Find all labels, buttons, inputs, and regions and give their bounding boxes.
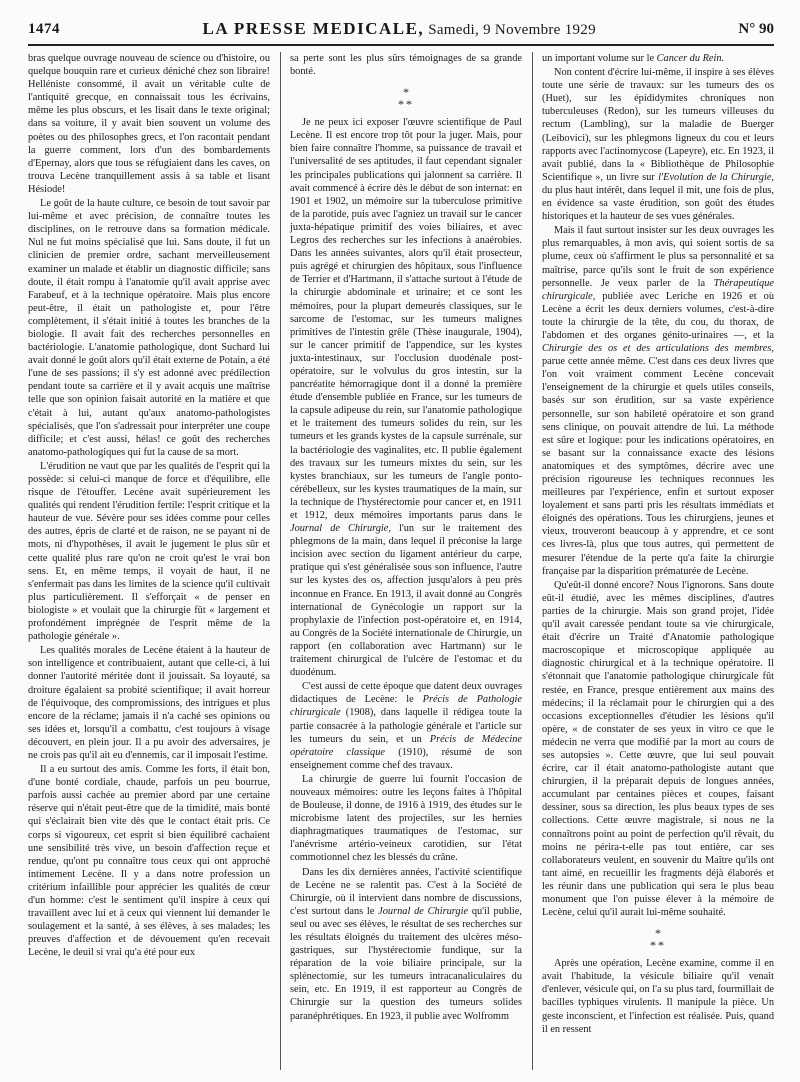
paragraph: Il a eu surtout des amis. Comme les forts, il était bon, d'une bonté cordiale, chaude, parfois un peu bourrue, parfois aussi cachée au premier abord par une certaine réserve qui n'était peut-être que de la timidité, mais bonté qui s'éclairait bien vite dès que le contact était pris. Ce corps si vigoureux, cet esprit si bien équilibré cachaient une sensibilité très vive, un besoin d'affection reçue et rendue, qu'ont pu connaître tous ceux qui ont approché intimement Lecène. Il y a dans notre profession un critérium infaillible pour apprécier les qualités de cœur d'un homme: c'est le sentiment qu'il inspire à ceux qui travaillent avec lui et à ceux qui viennent lui demander le soulagement et la santé, à ses élèves, à ses malades; les preuves d'affection et de dévouement qu'en recevait Lecène, le deuil si vrai qu'a été pour eux — [28, 764, 270, 959]
paragraph: Qu'eût-il donné encore? Nous l'ignorons. Sans doute eût-il étudié, avec les mêmes disciplines, d'autres parties de la chirurgie. Mais son grand projet, l'idée qu'il avait caressée pendant toute sa vie chirurgicale, était d'écrire un Traité d'Anatomie pathologique macroscopique et microscopique appliquée au diagnostic chirurgical et à la technique opératoire. Il s'étonnait que l'anatomie pathologique chirurgicale fût restée, en France, presque entièrement aux mains des médecins; il la réclamait pour le chirurgien qui a des occasions exceptionnelles d'étudier les lésions qu'il opère, « de constater de ses yeux in vitro ce que le médecin ne verra que modifié par la mort au cours de ses autopsies ». Cette œuvre, que lui seul pouvait écrire, car il était anatomo-pathologiste autant que chirurgien, il la préparait depuis de longues années, accumulant par centaines pièces et coupes, faisant dessiner, sous sa direction, les plus beaux types de ses collections. Cette œuvre magistrale, si nous ne la connaîtrons point au point de perfection qu'il rêvait, du moins ne périra-t-elle pas tout entière, car ses collaborateurs veulent, en souvenir du Maître qu'ils ont tant aimé, en recueillir les fragments déjà élaborés et les réunir dans une publication qui sera le plus beau monument que l'on puisse élever à la mémoire de Lecène, celui qu'il aurait lui-même souhaité. — [542, 579, 774, 919]
masthead — [203, 19, 596, 39]
journal-title: LA PRESSE MEDICALE, — [202, 19, 425, 38]
paragraph: Je ne peux ici exposer l'œuvre scientifique de Paul Lecène. Il est encore trop tôt pour la juger. Mais, pour bien faire connaître l'homme, sa puissance de travail et l'universalité de ses aptitudes, il faut cependant signaler les principales publications qui jalonnent sa carrière. Il avait commencé à écrire dès le début de son internat: en 1901 et 1902, un mémoire sur la tuberculose primitive de la parotide, puis avec l'agniez un travail sur le cancer juxta-hépatique primitif des voies biliaires, et avec Legros des recherches sur les infections à anaérobies. Dans les années suivantes, alors qu'il était prosecteur, puis agrégé et chirurgien des hôpitaux, sous l'influence de Terrier et d'Hartmann, il s'attache surtout à l'étude de la chirurgie abdominale et urinaire; et ce sont les mémoires, pour la plupart demeurés classiques, sur le sarcome de l'estomac, sur les tumeurs malignes primitives de l'intestin grêle (Thèse inaugurale, 1904), sur le cancer primitif de l'appendice, sur les kystes juxta-intestinaux, sur l'occlusion duodénale post-opératoire, sur le volvulus du gros intestin, sur la pancréatite hémorragique dont il a donné la première étude d'ensemble publiée en France, sur les tumeurs de la capsule adipeuse du rein, sur l'anatomie pathologique et le traitement des tumeurs solides du rein, sur les tumeurs et les grands kystes de la capsule surrénale, sur la bactériologie des vaginalites, etc. Il publie également des travaux sur les tumeurs mixtes du sein, sur les kystes branchiaux, sur les tumeurs de l'angle ponto-cérébelleux, sur les kystes traumatiques de la main, sur la technique de l'hystérectomie pour cancer et, en 1911 et 1912, deux mémoires importants parus dans le Journal de Chirurgie, l'un sur le traitement des phlegmons de la main, dans lequel il préconise la large incision avec section du ligament antérieur du carpe, pratique qui s'est généralisée sous son influence, l'autre sur les kystes des os, affection jusqu'alors à peu près inconnue en France. En 1913, il avait donné au Congrès international de Gynécologie un rapport sur la prophylaxie de l'infection post-opératoire et, en 1914, au Congrès de la Société internationale de Chirurgie, un rapport (en collaboration avec Hartmann) sur le traitement chirurgical de l'ulcère de l'estomac et du duodénum. — [290, 117, 522, 679]
column-2 — [280, 52, 522, 1070]
book-title-ref: l'Evolution de la Chirurgie, — [658, 171, 774, 183]
paragraph: Les qualités morales de Lecène étaient à la hauteur de son intelligence et contribuaient, autant que celle-ci, à lui donner l'autorité méritée dont il jouissait. Sa loyauté, sa droiture égalaient sa probité scientifique; il avait horreur de l'équivoque, des compromissions, des intrigues et plus encore de la réclame; jamais il n'a caché ses opinions ou ses idées et, lorsqu'il a combattu, c'est toujours à visage découvert, en plein jour. Il a pu avoir des adversaires, je ne crois pas qu'il ait eu d'ennemis, car il imposait l'estime. — [28, 645, 270, 761]
book-title-ref: Cancer du Rein. — [656, 53, 725, 64]
column-1 — [28, 52, 270, 1070]
paragraph: La chirurgie de guerre lui fournit l'occasion de nouveaux mémoires: outre les leçons faites à l'hôpital de Bouleuse, il donne, de 1916 à 1919, des études sur le microbisme latent des projectiles, sur les hernies diaphragmatiques traumatiques de l'estomac, sur l'anévrisme artério-veineux carotidien, sur l'état commotionnel chez les blessés du crâne. — [290, 773, 522, 864]
paragraph: C'est aussi de cette époque que datent deux ouvrages didactiques de Lecène: le Précis de Pathologie chirurgicale (1908), dans laquelle il rédigea toute la partie consacrée à la pathologie générale et l'article sur les tumeurs du sein, et un Précis de Médecine opératoire classique (1910), résumé de son enseignement comme chef des travaux. — [290, 681, 522, 771]
paragraph: sa perte sont les plus sûrs témoignages de sa grande bonté. — [290, 53, 522, 78]
book-title-ref: Chirurgie des os et des articulations des membres, — [542, 343, 774, 355]
column-3 — [532, 52, 774, 1070]
paragraph: L'érudition ne vaut que par les qualités de l'esprit qui la possède: si celui-ci manque de force et d'équilibre, elle risque de l'étouffer. Lecène avait supérieurement les qualités qui rendent l'érudition fertile: l'esprit critique et la hauteur de vue. Sévère pour ses idées comme pour celles des autres, épris de clarté et de raison, ne se payant ni de mots, ni d'hypothèses, il avait le jugement le plus sûr et cette qualité plus rare qu'on ne croit qu'est le vrai bon sens. Et, en même temps, il voyait de haut, il ne s'enfermait pas dans les limites de la science qu'il cultivait plus particulièrement. Il s'efforçait « de penser en biologiste » et voulait que la chirurgie fût « largement et profondément imprégnée de l'esprit même de la pathologie générale ». — [28, 460, 270, 643]
book-title-ref: Précis de Médecine opératoire classique — [290, 733, 522, 758]
book-title-ref: Thérapeutique chirurgicale, — [542, 277, 774, 302]
section-asterism: * ** — [650, 926, 666, 953]
section-asterism: * ** — [398, 85, 414, 112]
paragraph: Après une opération, Lecène examine, comme il en avait l'habitude, la vésicule biliaire qu'il venait d'enlever, vésicule qui, on l'a su plus tard, fourmillait de bacilles typhiques virulents. Il manipule la pièce. Un geste inconscient, et l'infection est réalisée. Puis, quand il en ressent — [542, 958, 774, 1035]
page-header — [28, 14, 774, 46]
paragraph: Non content d'écrire lui-même, il inspire à ses élèves toute une série de travaux: sur les tumeurs des os (Huet), sur les épididymites chroniques non tuberculeuses (Redon), sur les tumeurs villeuses du rectum (Lambling), sur la maladie de Buerger (Leibovici), sur les phlegmons ligneux du cou et leurs rapports avec l'actinomycose (Lapeyre), etc. En 1923, il avait publié, dans la « Bibliothèque de Philosophie Scientifique », un livre sur l'Evolution de la Chirurgie, du plus haut intérêt, dans lequel il mit, une fois de plus, en évidence sa vaste érudition, son goût des études historiques et la hauteur de ses vues générales. — [542, 67, 774, 223]
book-title-ref: Précis de Pathologie chirurgicale — [290, 694, 522, 719]
paragraph: un important volume sur le Cancer du Rein. — [542, 53, 725, 64]
journal-title-ref: Journal de Chirurgie — [290, 523, 389, 535]
paragraph: Dans les dix dernières années, l'activité scientifique de Lecène ne se ralentit pas. C'est à la Société de Chirurgie, où il intervient dans nombre de discussions, c'est surtout dans le Journal de Chirurgie qu'il publie, seul ou avec ses élèves, le résultat de ses recherches sur les résultats éloignés du traitement des ulcères méso-gastriques, sur l'hystérectomie fundique, sur la réparation de la voie biliaire principale, sur la splénectomie, sur les tumeurs intracanaliculaires du sein, etc. En 1919, il est rapporteur au Congrès de Chirurgie sur la question des tumeurs solides paranéphrétiques. En 1923, il publie avec Wolfromm — [290, 866, 522, 1022]
issue-date: Samedi, 9 Novembre 1929 — [428, 22, 596, 38]
issue-number: N° 90 — [738, 20, 774, 37]
paragraph: bras quelque ouvrage nouveau de science ou d'histoire, ou quelque bouquin rare et curieux déniché chez son libraire! Helléniste consommé, il avait un véritable culte de l'antiquité grecque, en connaissait tous les écrivains, même les plus obscurs, et les lisait dans le texte original; dans sa voiture, il y avait bien souvent un volume des poètes ou des philosophes grecs, et l'on racontait pendant la guerre comment, lors d'un des bombardements d'Epernay, alors que tous se réfugiaient dans les caves, on trouva Lecène tranquillement assis à sa table et lisant Hésiode! — [28, 53, 270, 195]
paragraph: Mais il faut surtout insister sur les deux ouvrages les plus remarquables, à mon avis, qui soient sortis de sa plume, ceux où s'affirment le plus sa personnalité et sa maîtrise, parce qu'ils sont le fruit de son expérience personnelle. Je veux parler de la Thérapeutique chirurgicale, publiée avec Leriche en 1926 et où Lecène a écrit les deux derniers volumes, c'est-à-dire toute la chirurgie de la tête, du cou, du thorax, de l'abdomen et des organes génito-urinaires —, et la Chirurgie des os et des articulations des membres, parue cette année même. C'est dans ces deux livres que l'on voit vraiment comment Lecène concevait l'enseignement de la chirurgie et quels utiles conseils, basés sur son érudition, sur sa vaste expérience personnelle, sur son habileté opératoire et son grand sens clinique, on pouvait attendre de lui. La méthode est sûre et logique: pour les indications opératoires, en se basant sur la connaissance exacte des lésions anatomiques et des symptômes, décrire avec une précision rigoureuse les techniques reconnues les meilleures par l'expérience, enfin et surtout exposer loyalement et sans parti pris les résultats immédiats et éloignés des opérations. Tous les chirurgiens, jeunes et vieux, trouveront beaucoup à y apprendre, et ce sont ces livres-là, plus que tous autres, qui permettent de mesurer l'étendue de la perte qu'a faite la chirurgie française par la disparition prématurée de Lecène. — [542, 225, 774, 577]
page-number: 1474 — [28, 20, 60, 37]
journal-title-ref: Journal de Chirurgie — [378, 905, 469, 917]
paragraph: Le goût de la haute culture, ce besoin de tout savoir par lui-même et avec précision, de connaître toutes les disciplines, on le retrouve dans sa formation médicale. Nul ne fut moins spécialisé que lui. Sans doute, il fut un clinicien de premier ordre, sachant merveilleusement examiner un malade et établir un diagnostic difficile; sans doute, il était rompu à l'anatomie qu'il avait apprise avec Farabeuf, et à la technique opératoire. Mais plus encore peut-être, il était un pathologiste et, pour l'être complètement, il s'était initié à toutes les branches de la biologie. Il avait fait des recherches personnelles en bactériologie. L'anatomie pathologique, dont Suchard lui avait donné le goût alors qu'il était externe de Potain, a été l'une de ses passions; il s'y est adonné avec prédilection pendant toute sa carrière et il y avait acquis une maîtrise telle que son opinion faisait autorité en la matière et que c'était à lui, autant qu'aux anatomo-pathologistes spécialisés, que l'on s'adressait pour interpréter une coupe difficile; et c'est aussi, hélas! ce goût des recherches anatomo-pathologiques qui fut la cause de sa mort. — [28, 198, 270, 458]
article-columns — [28, 52, 774, 1070]
